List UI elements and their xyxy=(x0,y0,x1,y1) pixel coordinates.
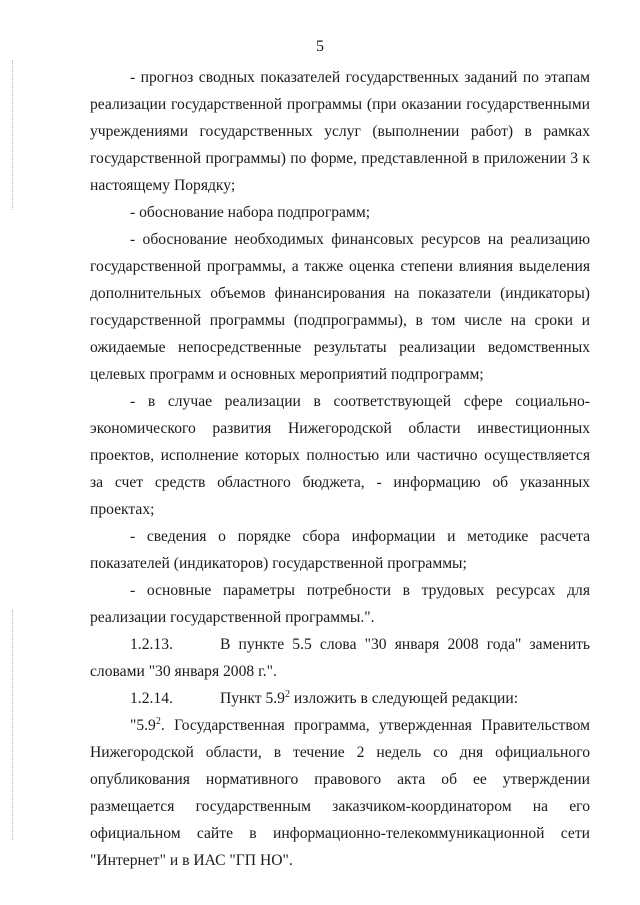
scan-edge-line-top xyxy=(12,60,13,210)
document-body xyxy=(90,64,590,874)
paragraph-financial-resources: - обоснование необходимых финансовых ресурсов на реализацию государственной программы, а также оценка степени влияния выделения дополнительных объемов финансирования на показатели (индикаторы) государственной программы (подпрограммы), в том числе на сроки и ожидаемые непосредственные результаты реализации ведомственных целевых программ и основных мероприятий подпрограмм; xyxy=(90,231,590,383)
item-text-start: Пункт 5.9 xyxy=(220,690,285,707)
page-number: 5 xyxy=(316,38,324,55)
superscript: 2 xyxy=(284,688,290,700)
item-number: 1.2.13. xyxy=(130,636,173,653)
scan-edge-line-bottom xyxy=(12,610,13,840)
item-1-2-13 xyxy=(90,631,590,685)
quote-text-end: . Государственная программа, утвержденная Правительством Нижегородской области, в течение 2 недель со дня официального опубликования нормативного правового акта об ее утверждении размещается государственным заказчиком-координатором на его официальном сайте в информационно-телекоммуникационной сети "Интернет" и в ИАС "ГП НО". xyxy=(90,717,590,869)
item-text-end: изложить в следующей редакции: xyxy=(289,690,519,707)
quoted-paragraph xyxy=(90,712,590,874)
paragraph-labor-resources: - основные параметры потребности в трудовых ресурсах для реализации государственной программы.". xyxy=(90,582,590,626)
quote-text-start: "5.9 xyxy=(130,717,156,734)
item-1-2-14 xyxy=(90,685,590,712)
paragraph-forecast: - прогноз сводных показателей государственных заданий по этапам реализации государственной программы (при оказании государственными учреждениями государственных услуг (выполнении работ) в рамках государственной программы) по форме, представленной в приложении 3 к настоящему Порядку; xyxy=(90,69,590,194)
item-text: В пункте 5.5 слова "30 января 2008 года" заменить словами "30 января 2008 г.". xyxy=(90,636,590,680)
paragraph-indicators: - сведения о порядке сбора информации и методике расчета показателей (индикаторов) государственной программы; xyxy=(90,528,590,572)
item-number: 1.2.14. xyxy=(130,690,173,707)
superscript: 2 xyxy=(155,715,161,727)
paragraph-subprograms: - обоснование набора подпрограмм; xyxy=(130,204,371,221)
paragraph-investment-projects: - в случае реализации в соответствующей сфере социально-экономического развития Нижегородской области инвестиционных проектов, исполнение которых полностью или частично осуществляется за счет средств областного бюджета, - информацию об указанных проектах; xyxy=(90,393,590,518)
